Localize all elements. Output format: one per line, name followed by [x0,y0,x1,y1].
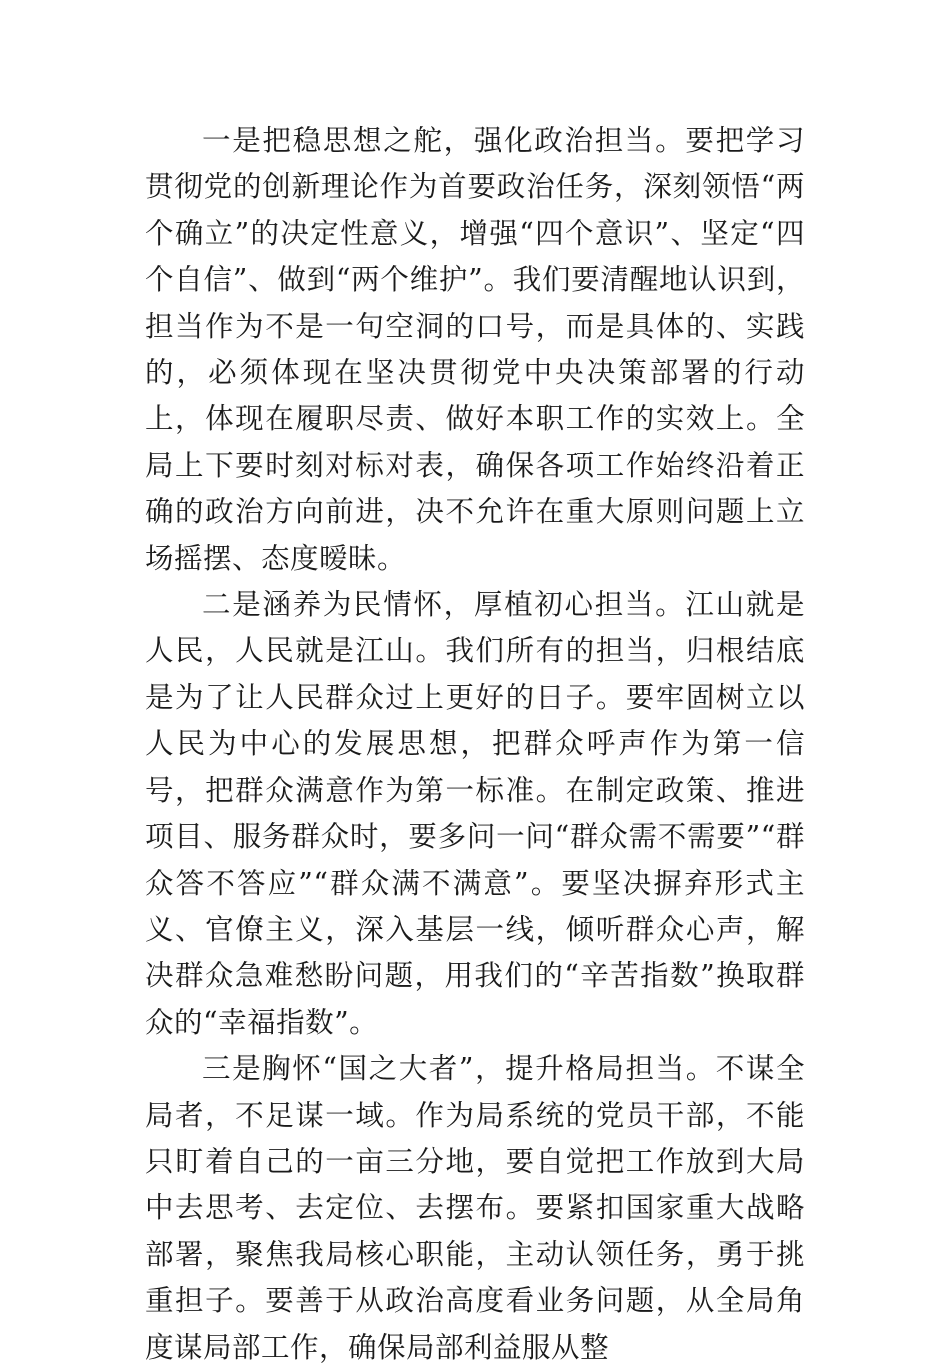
paragraph-political-responsibility: 一是把稳思想之舵，强化政治担当。要把学习贯彻党的创新理论作为首要政治任务，深刻领悟“两个确立”的决定性意义，增强“四个意识”、坚定“四个自信”、做到“两个维护”。我们要清醒地认识到，担当作为不是一句空洞的口号，而是具体的、实践的，必须体现在坚决贯彻党中央决策部署的行动上，体现在履职尽责、做好本职工作的实效上。全局上下要时刻对标对表，确保各项工作始终沿着正确的政治方向前进，决不允许在重大原则问题上立场摇摆、态度暧昧。 [145,124,805,575]
paragraph-people-oriented: 二是涵养为民情怀，厚植初心担当。江山就是人民，人民就是江山。我们所有的担当，归根结底是为了让人民群众过上更好的日子。要牢固树立以人民为中心的发展思想，把群众呼声作为第一信号，把群众满意作为第一标准。在制定政策、推进项目、服务群众时，要多问一问“群众需不需要”“群众答不答应”“群众满不满意”。要坚决摒弃形式主义、官僚主义，深入基层一线，倾听群众心声，解决群众急难愁盼问题，用我们的“辛苦指数”换取群众的“幸福指数”。 [145,588,805,1039]
paragraph-overall-situation: 三是胸怀“国之大者”，提升格局担当。不谋全局者，不足谋一域。作为局系统的党员干部，不能只盯着自己的一亩三分地，要自觉把工作放到大局中去思考、去定位、去摆布。要紧扣国家重大战略部署，聚焦我局核心职能，主动认领任务，勇于挑重担子。要善于从政治高度看业务问题，从全局角度谋局部工作，确保局部利益服从整 [145,1052,805,1364]
document-body [145,118,805,1371]
